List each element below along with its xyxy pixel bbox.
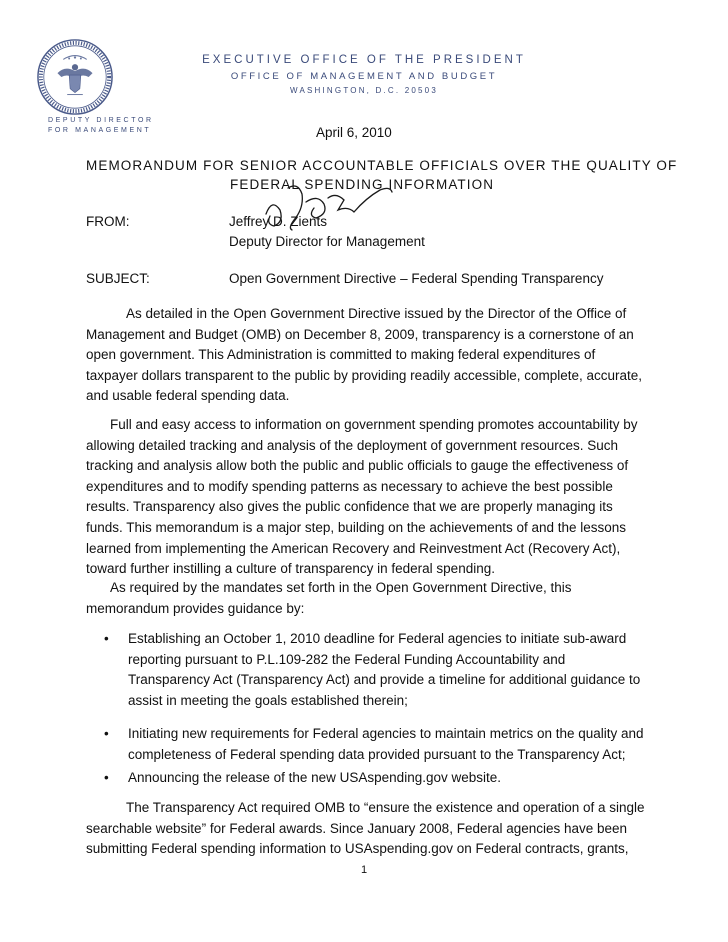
subject-text: Open Government Directive – Federal Spending Transparency <box>229 271 604 286</box>
bullet-2-text: Initiating new requirements for Federal agencies to maintain metrics on the quality and completeness of Federal spending data provided pursuant to the Transparency Act; <box>128 726 644 762</box>
deputy-director-line2: FOR MANAGEMENT <box>48 127 152 134</box>
bullet-1-text: Establishing an October 1, 2010 deadline for Federal agencies to initiate sub-award reporting pursuant to P.L.109-282 the Federal Funding Accountability and Transparency Act (Transparency Act) and provide a timeline for additional guidance to assist in meeting the goals established therein; <box>128 631 641 708</box>
from-name: Jeffrey D. Zients <box>229 214 328 229</box>
paragraph-4 <box>86 798 646 860</box>
paragraph-1 <box>86 304 646 407</box>
paragraph-2-text: Full and easy access to information on government spending promotes accountability by allowing detailed tracking and analysis of the deployment of government resources. Such tracking and analysis allow both the public and public officials to gauge the effectiveness of expenditures and to modify spending patterns as necessary to achieve the best possible results. Transparency also gives the public confidence that we are properly managing its funds. This memorandum is a major step, building on the achievements of and the lessons learned from implementing the American Recovery and Reinvestment Act (Recovery Act), toward further instilling a culture of transparency in federal spending. <box>86 417 638 577</box>
memo-addressee-line2: FEDERAL SPENDING INFORMATION <box>230 177 495 192</box>
from-title: Deputy Director for Management <box>229 234 425 249</box>
paragraph-1-text: As detailed in the Open Government Directive issued by the Director of the Office of Management and Budget (OMB) on December 8, 2009, transparency is a cornerstone of an open government. This Administration is committed to making federal expenditures of taxpayer dollars transparent to the public by providing readily accessible, complete, accurate, and usable federal spending data. <box>86 306 643 404</box>
bullet-3-marker: • <box>104 770 109 785</box>
letterhead-sub-office: OFFICE OF MANAGEMENT AND BUDGET <box>230 71 498 82</box>
paragraph-3 <box>86 578 646 619</box>
bullet-3-text: Announcing the release of the new USAspending.gov website. <box>128 770 501 785</box>
bullet-1-marker: • <box>104 631 109 646</box>
paragraph-2 <box>86 415 646 580</box>
bullet-2-marker: • <box>104 726 109 741</box>
letterhead-location: WASHINGTON, D.C. 20503 <box>290 86 438 95</box>
memo-addressee-line1: MEMORANDUM FOR SENIOR ACCOUNTABLE OFFICIALS OVER THE QUALITY OF <box>86 158 678 173</box>
paragraph-4-text: The Transparency Act required OMB to “ensure the existence and operation of a single searchable website” for Federal awards. Since January 2008, Federal agencies have been submitting Federal spending information to USAspending.gov on Federal contracts, grants, <box>86 800 645 857</box>
paragraph-3-text: As required by the mandates set forth in the Open Government Directive, this memorandum provides guidance by: <box>86 580 572 616</box>
letterhead-office: EXECUTIVE OFFICE OF THE PRESIDENT <box>202 54 526 66</box>
deputy-director-line1: DEPUTY DIRECTOR <box>48 117 154 124</box>
memo-date: April 6, 2010 <box>316 125 392 140</box>
page-number: 1 <box>360 864 368 876</box>
subject-label: SUBJECT: <box>86 271 150 286</box>
from-label: FROM: <box>86 214 130 229</box>
signature-image <box>258 180 398 240</box>
